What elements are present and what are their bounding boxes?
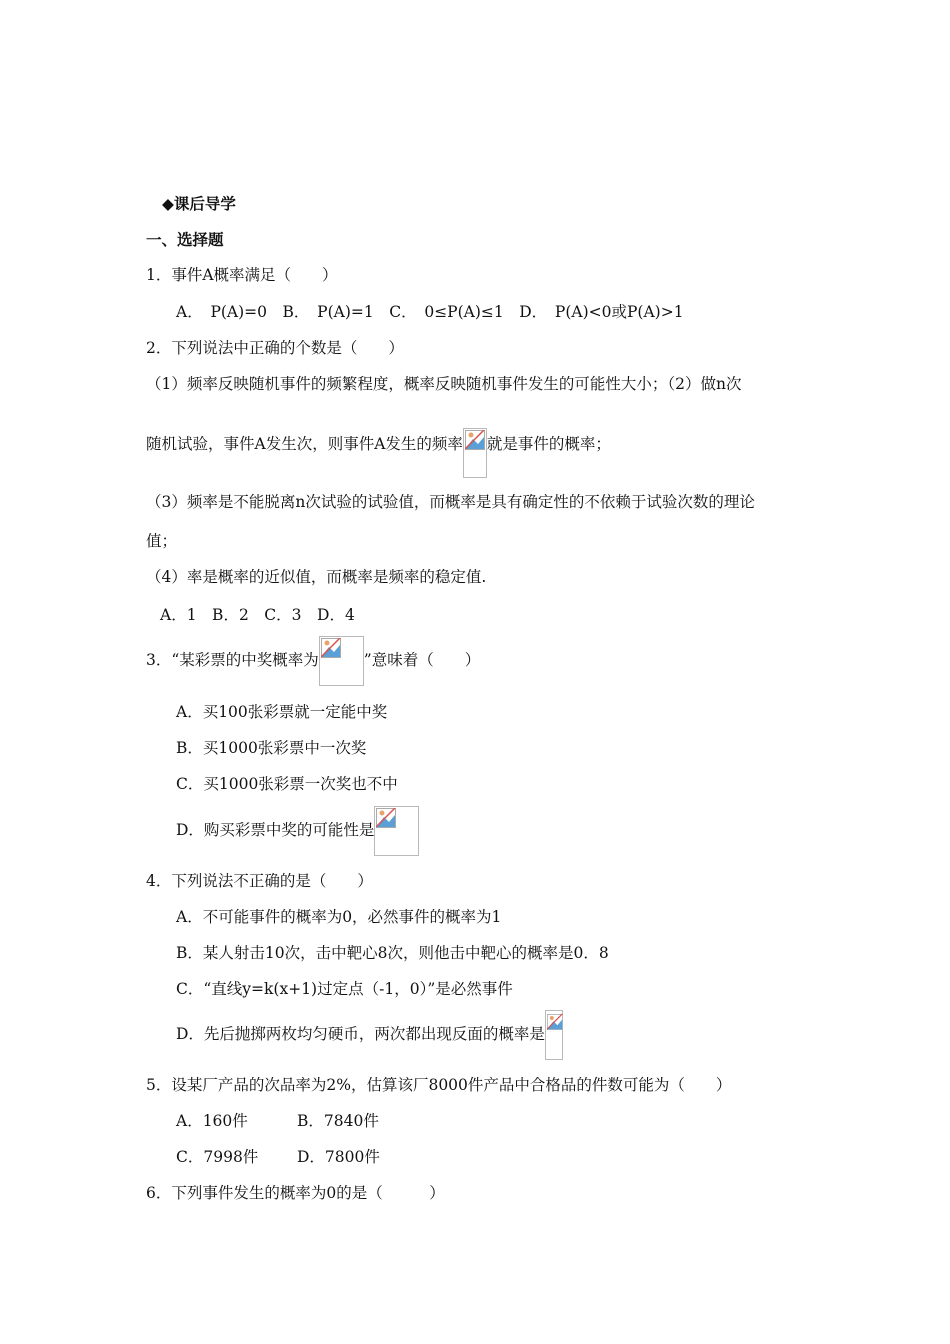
q4-option-c: C．“直线y=k(x+1)过定点（-1，0）”是必然事件	[176, 980, 513, 998]
broken-image-icon	[374, 806, 419, 856]
q4-stem: 4．下列说法不正确的是（ ）	[146, 872, 373, 890]
broken-image-icon	[319, 636, 364, 686]
q2-options: A．1 B．2 C．3 D．4	[160, 606, 355, 624]
q4-option-b: B．某人射击10次，击中靶心8次，则他击中靶心的概率是0．8	[176, 944, 609, 962]
q2-statement-2	[146, 428, 611, 454]
q3-option-b: B．买1000张彩票中一次奖	[176, 739, 367, 757]
q2-statement-4: （4）率是概率的近似值，而概率是频率的稳定值.	[146, 568, 487, 586]
q5-option-d: D．7800件	[297, 1148, 380, 1166]
q5-option-c: C．7998件	[176, 1148, 259, 1166]
q2-statement-2-text: 随机试验，事件A发生次，则事件A发生的频率	[146, 435, 463, 453]
q3-option-d-text: D．购买彩票中奖的可能性是	[176, 821, 375, 839]
section-title: ◆课后导学	[162, 195, 236, 213]
q3-stem	[146, 636, 480, 686]
part-title: 一、选择题	[146, 231, 224, 249]
q2-statement-3: （3）频率是不能脱离n次试验的试验值，而概率是具有确定性的不依赖于试验次数的理论	[146, 493, 755, 511]
q6-stem: 6．下列事件发生的概率为0的是（ ）	[146, 1184, 445, 1202]
broken-image-icon	[545, 1010, 563, 1060]
broken-image-icon	[463, 428, 487, 478]
q3-option-c: C．买1000张彩票一次奖也不中	[176, 775, 398, 793]
q4-option-d	[176, 1010, 563, 1060]
q2-statement-2-tail: 就是事件的概率；	[486, 435, 611, 453]
q2-statement-1: （1）频率反映随机事件的频繁程度，概率反映随机事件发生的可能性大小；（2）做n次	[146, 375, 742, 393]
q5-stem: 5．设某厂产品的次品率为2%，估算该厂8000件产品中合格品的件数可能为（ ）	[146, 1076, 732, 1094]
q3-option-d	[176, 806, 419, 856]
q5-option-a: A．160件	[176, 1112, 248, 1130]
q2-stem: 2．下列说法中正确的个数是（ ）	[146, 339, 404, 357]
q3-stem-text: 3．“某彩票的中奖概率为	[146, 651, 319, 669]
q1-stem: 1．事件A概率满足（ ）	[146, 266, 338, 284]
q2-statement-3-cont: 值；	[146, 532, 178, 550]
q5-option-b: B．7840件	[297, 1112, 379, 1130]
q1-options: A． P(A)=0 B． P(A)=1 C． 0≤P(A)≤1 D． P(A)<0或P(A)>1	[176, 303, 684, 321]
q4-option-d-text: D．先后抛掷两枚均匀硬币，两次都出现反面的概率是	[176, 1025, 545, 1043]
q4-option-a: A．不可能事件的概率为0，必然事件的概率为1	[176, 908, 502, 926]
q3-option-a: A．买100张彩票就一定能中奖	[176, 703, 388, 721]
q3-stem-tail: ”意味着（ ）	[363, 651, 481, 669]
